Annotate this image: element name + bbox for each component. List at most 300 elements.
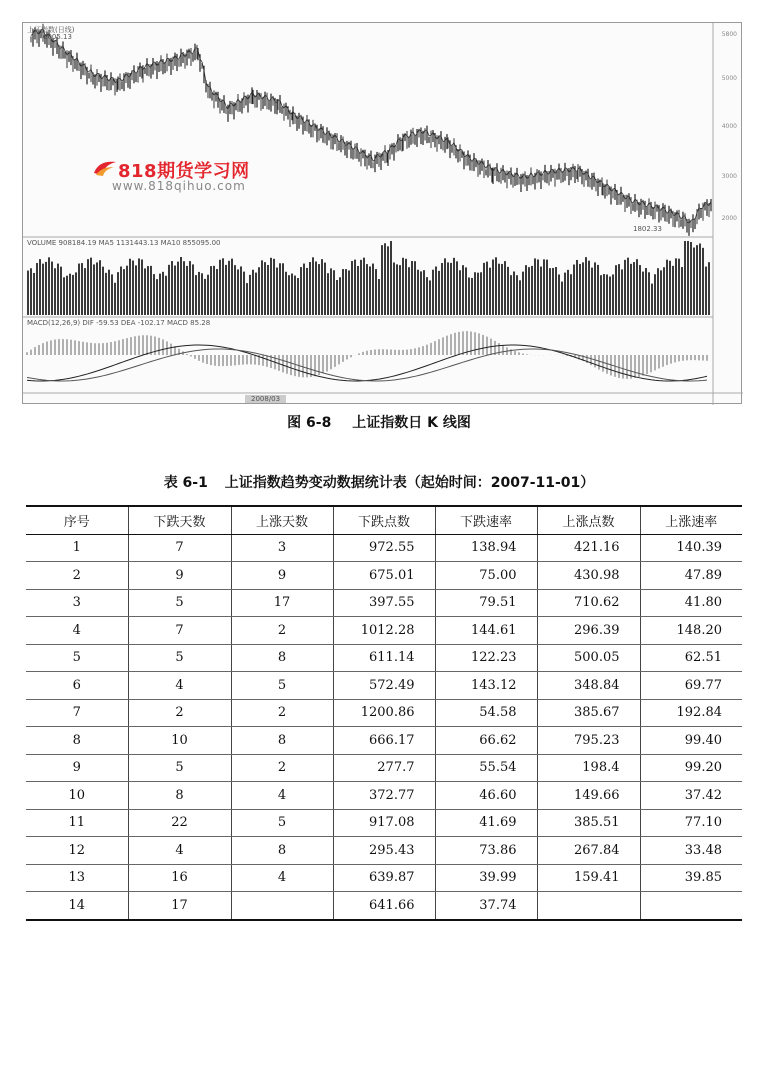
volume-bar [609,277,611,315]
volume-bar [603,274,605,315]
volume-bar [186,266,188,315]
volume-bar [663,267,665,315]
volume-bar [513,271,515,315]
volume-bar [153,274,155,315]
volume-bar [393,263,395,315]
table-cell: 5 [128,644,231,672]
volume-bar [51,262,53,315]
volume-bar [483,263,485,315]
stats-table [26,505,742,921]
axis-label: 2000 [721,215,737,222]
volume-bar [174,266,176,315]
header-cell: 下跌点数 [333,506,435,534]
volume-bar [417,270,419,315]
table-row [26,809,742,837]
volume-bar [657,268,659,315]
table-cell: 33.48 [640,837,742,865]
table-cell: 149.66 [537,782,640,810]
table-cell: 2 [128,699,231,727]
table-cell: 39.99 [435,864,537,892]
volume-bar [321,259,323,315]
volume-bar [309,262,311,315]
table-row [26,534,742,562]
table-cell: 296.39 [537,617,640,645]
table-cell: 198.4 [537,754,640,782]
volume-bar [408,267,410,315]
volume-bar [573,265,575,315]
volume-bar [447,262,449,315]
volume-bar [42,264,44,315]
volume-bar [123,269,125,315]
volume-bar [693,248,695,315]
table-cell: 421.16 [537,534,640,562]
axis-label: 3000 [721,173,737,180]
volume-bar [276,268,278,315]
table-cell: 4 [128,672,231,700]
table-cell: 9 [231,562,333,590]
volume-bar [150,266,152,315]
volume-bar [600,275,602,315]
volume-bar [669,261,671,315]
volume-bar [333,270,335,315]
volume-bar [114,283,116,315]
volume-bar [540,267,542,315]
table-cell: 22 [128,809,231,837]
table-cell: 710.62 [537,589,640,617]
volume-bar [519,280,521,315]
volume-bar [189,261,191,315]
volume-bar [297,278,299,315]
volume-bar [75,272,77,315]
volume-bar [633,262,635,315]
volume-bar [381,245,383,315]
volume-bar [708,262,710,315]
volume-bar [567,270,569,315]
table-cell: 795.23 [537,727,640,755]
volume-bar [327,273,329,315]
volume-bar [666,260,668,315]
table-cell [537,892,640,920]
volume-bar [348,270,350,315]
table-cell: 66.62 [435,727,537,755]
volume-bar [45,262,47,315]
volume-bar [462,265,464,315]
volume-bar [639,265,641,315]
table-cell: 37.42 [640,782,742,810]
volume-bar [93,264,95,315]
volume-bar [228,261,230,315]
table-row [26,754,742,782]
table-cell: 972.55 [333,534,435,562]
volume-bar [537,259,539,315]
volume-bar [180,257,182,315]
table-cell: 4 [128,837,231,865]
kline-chart [22,22,742,404]
volume-bar [420,271,422,315]
table-cell: 1012.28 [333,617,435,645]
volume-bar [570,274,572,315]
volume-bar [555,267,557,315]
table-cell: 55.54 [435,754,537,782]
volume-bar [315,261,317,315]
table-cell: 192.84 [640,699,742,727]
header-cell: 上涨天数 [231,506,333,534]
table-cell: 5 [231,809,333,837]
site-watermark [92,157,272,203]
table-cell: 385.67 [537,699,640,727]
table-row [26,837,742,865]
header-cell: 下跌天数 [128,506,231,534]
table-number: 表 6-1 [163,475,208,491]
table-cell: 41.69 [435,809,537,837]
table-cell: 2 [231,754,333,782]
volume-bar [678,259,680,315]
volume-bar [690,242,692,315]
volume-bar [636,259,638,315]
table-cell: 77.10 [640,809,742,837]
volume-bar [351,261,353,315]
volume-bar [87,259,89,315]
table-cell: 12 [26,837,128,865]
volume-bar [231,259,233,315]
volume-bar [471,278,473,315]
volume-bar [426,277,428,315]
date-label: 2008/03 [245,395,286,403]
table-cell: 5 [26,644,128,672]
volume-bar [219,260,221,315]
volume-bar [384,243,386,315]
table-cell: 14 [26,892,128,920]
volume-bar [90,258,92,315]
volume-bar [339,277,341,315]
volume-bar [375,269,377,315]
high-price-label: 6005.13 [43,33,72,41]
volume-bar [282,263,284,315]
table-cell [231,892,333,920]
volume-bar [579,264,581,315]
volume-bar [612,274,614,315]
figure-caption [0,412,758,432]
table-cell: 8 [26,727,128,755]
table-cell: 277.7 [333,754,435,782]
volume-bar [480,272,482,315]
table-cell: 348.84 [537,672,640,700]
table-cell: 385.51 [537,809,640,837]
table-header-row [26,506,742,534]
volume-bar [591,268,593,315]
volume-bar [192,264,194,315]
table-cell: 5 [128,589,231,617]
low-price-label: 1802.33 [633,225,662,233]
table-cell: 4 [231,782,333,810]
volume-bar [705,267,707,315]
table-cell: 54.58 [435,699,537,727]
table-cell: 138.94 [435,534,537,562]
volume-bar [429,280,431,315]
volume-bar [330,268,332,315]
volume-bar [345,269,347,315]
header-cell: 序号 [26,506,128,534]
table-cell: 16 [128,864,231,892]
volume-bar [72,275,74,315]
volume-bar [546,260,548,315]
figure-number: 图 6-8 [287,415,332,431]
table-cell: 8 [128,782,231,810]
volume-bar [60,267,62,315]
volume-bar [141,259,143,315]
table-cell: 159.41 [537,864,640,892]
volume-bar [300,267,302,315]
volume-bar [363,258,365,315]
volume-bar [441,263,443,315]
volume-bar [642,272,644,315]
volume-bar [576,260,578,315]
volume-bar [105,273,107,315]
table-cell: 611.14 [333,644,435,672]
table-cell: 3 [231,534,333,562]
volume-bar [582,262,584,315]
volume-bar [285,272,287,315]
volume-bar [246,283,248,315]
volume-bar [525,265,527,315]
volume-bar [294,276,296,315]
volume-bar [558,274,560,315]
axis-label: 5800 [721,31,737,38]
volume-bar [252,270,254,315]
table-cell: 372.77 [333,782,435,810]
table-cell: 17 [128,892,231,920]
table-cell: 8 [231,837,333,865]
volume-bar [78,264,80,315]
volume-bar [696,245,698,315]
table-cell: 1 [26,534,128,562]
volume-bar [507,267,509,315]
table-cell: 500.05 [537,644,640,672]
table-cell: 37.74 [435,892,537,920]
volume-bar [111,274,113,315]
table-row [26,672,742,700]
volume-bar [312,257,314,315]
volume-bar [132,261,134,315]
table-cell: 917.08 [333,809,435,837]
volume-bar [264,262,266,315]
watermark-title: 818期货学习网 [118,161,250,182]
volume-bar [369,266,371,315]
volume-bar [81,263,83,315]
volume-bar [456,261,458,315]
table-cell: 2 [231,699,333,727]
volume-bar [630,264,632,315]
volume-bar [606,274,608,315]
volume-bar [267,265,269,315]
table-row [26,589,742,617]
volume-bar [405,259,407,315]
volume-bar [360,260,362,315]
volume-bar [621,269,623,315]
volume-bar [249,275,251,315]
volume-bar [240,266,242,315]
volume-bar [102,267,104,315]
table-cell: 6 [26,672,128,700]
volume-bar [489,268,491,315]
volume-bar [411,261,413,315]
volume-bar [291,274,293,315]
table-cell: 41.80 [640,589,742,617]
volume-bar [210,266,212,315]
volume-bar [402,258,404,315]
table-cell [640,892,742,920]
volume-bar [126,266,128,315]
figure-title: 上证指数日 K 线图 [352,415,471,431]
volume-bar [48,257,50,315]
table-row [26,864,742,892]
volume-bar [135,265,137,315]
volume-bar [396,264,398,315]
macd-panel-header: MACD(12,26,9) DIF -59.53 DEA -102.17 MACD 85.28 [27,319,211,327]
volume-bar [561,282,563,315]
table-cell: 143.12 [435,672,537,700]
volume-bar [675,258,677,315]
table-row [26,892,742,920]
volume-bar [306,268,308,315]
volume-bar [627,258,629,315]
volume-bar [66,276,68,315]
table-body [26,534,742,920]
table-row [26,644,742,672]
volume-bar [225,265,227,315]
table-cell: 2 [26,562,128,590]
volume-bar [207,275,209,315]
table-cell: 140.39 [640,534,742,562]
table-cell: 8 [231,644,333,672]
table-cell: 10 [26,782,128,810]
volume-bar [594,262,596,315]
table-cell: 641.66 [333,892,435,920]
volume-bar [36,263,38,315]
volume-bar [486,262,488,315]
table-cell: 122.23 [435,644,537,672]
volume-bar [474,272,476,315]
table-cell: 144.61 [435,617,537,645]
volume-bar [618,264,620,315]
volume-bar [354,260,356,315]
volume-bar [453,258,455,315]
volume-bar [552,268,554,315]
volume-bar [444,258,446,315]
volume-bar [390,241,392,315]
volume-bar [84,268,86,315]
watermark-url: www.818qihuo.com [112,179,246,193]
table-cell: 2 [231,617,333,645]
volume-bar [303,264,305,315]
header-cell: 上涨速率 [640,506,742,534]
volume-bar [564,273,566,315]
header-cell: 下跌速率 [435,506,537,534]
table-cell: 7 [128,534,231,562]
table-cell: 666.17 [333,727,435,755]
table-cell: 4 [26,617,128,645]
table-cell: 79.51 [435,589,537,617]
table-cell: 9 [128,562,231,590]
table-cell: 69.77 [640,672,742,700]
volume-bar [504,261,506,315]
volume-bar [465,267,467,315]
volume-bar [222,258,224,315]
volume-bar [39,259,41,315]
volume-bar [531,266,533,315]
volume-bar [324,263,326,315]
volume-bar [183,261,185,315]
volume-bar [450,263,452,315]
header-cell: 上涨点数 [537,506,640,534]
table-cell: 639.87 [333,864,435,892]
table-cell: 5 [128,754,231,782]
volume-bar [216,269,218,315]
volume-bar [372,264,374,315]
volume-bar [63,277,65,315]
volume-bar [57,264,59,315]
volume-bar [213,266,215,315]
table-cell: 47.89 [640,562,742,590]
volume-bar [423,270,425,315]
table-cell: 4 [231,864,333,892]
table-cell: 99.40 [640,727,742,755]
volume-bar [342,269,344,315]
volume-bar [243,272,245,315]
volume-bar [147,266,149,315]
volume-bar [171,261,173,315]
volume-panel-header: VOLUME 908184.19 MA5 1131443.13 MA10 855095.00 [27,239,221,247]
volume-bar [432,270,434,315]
volume-bar [495,257,497,315]
volume-bar [177,262,179,315]
volume-bar [522,272,524,315]
volume-bar [237,269,239,315]
volume-bar [165,276,167,315]
volume-bar [159,274,161,315]
volume-bar [510,275,512,315]
volume-bar [651,284,653,315]
table-cell: 17 [231,589,333,617]
price-panel-header: 上证指数(日线) [27,26,75,34]
table-cell: 73.86 [435,837,537,865]
table-row [26,782,742,810]
volume-bar [198,272,200,315]
volume-bar [366,264,368,315]
volume-bar [273,259,275,315]
table-cell: 8 [231,727,333,755]
volume-bar [459,270,461,315]
volume-bar [168,265,170,315]
volume-bar [543,259,545,315]
volume-bar [357,266,359,315]
volume-bar [648,272,650,315]
table-cell: 75.00 [435,562,537,590]
table-cell: 9 [26,754,128,782]
table-cell: 397.55 [333,589,435,617]
volume-bar [660,270,662,315]
volume-bar [597,265,599,315]
table-cell: 39.85 [640,864,742,892]
volume-bar [681,267,683,315]
volume-bar [387,246,389,315]
table-row [26,699,742,727]
table-caption [0,472,758,492]
axis-label: 4000 [721,123,737,130]
volume-bar [684,241,686,315]
volume-bar [654,274,656,315]
volume-bar [204,279,206,315]
